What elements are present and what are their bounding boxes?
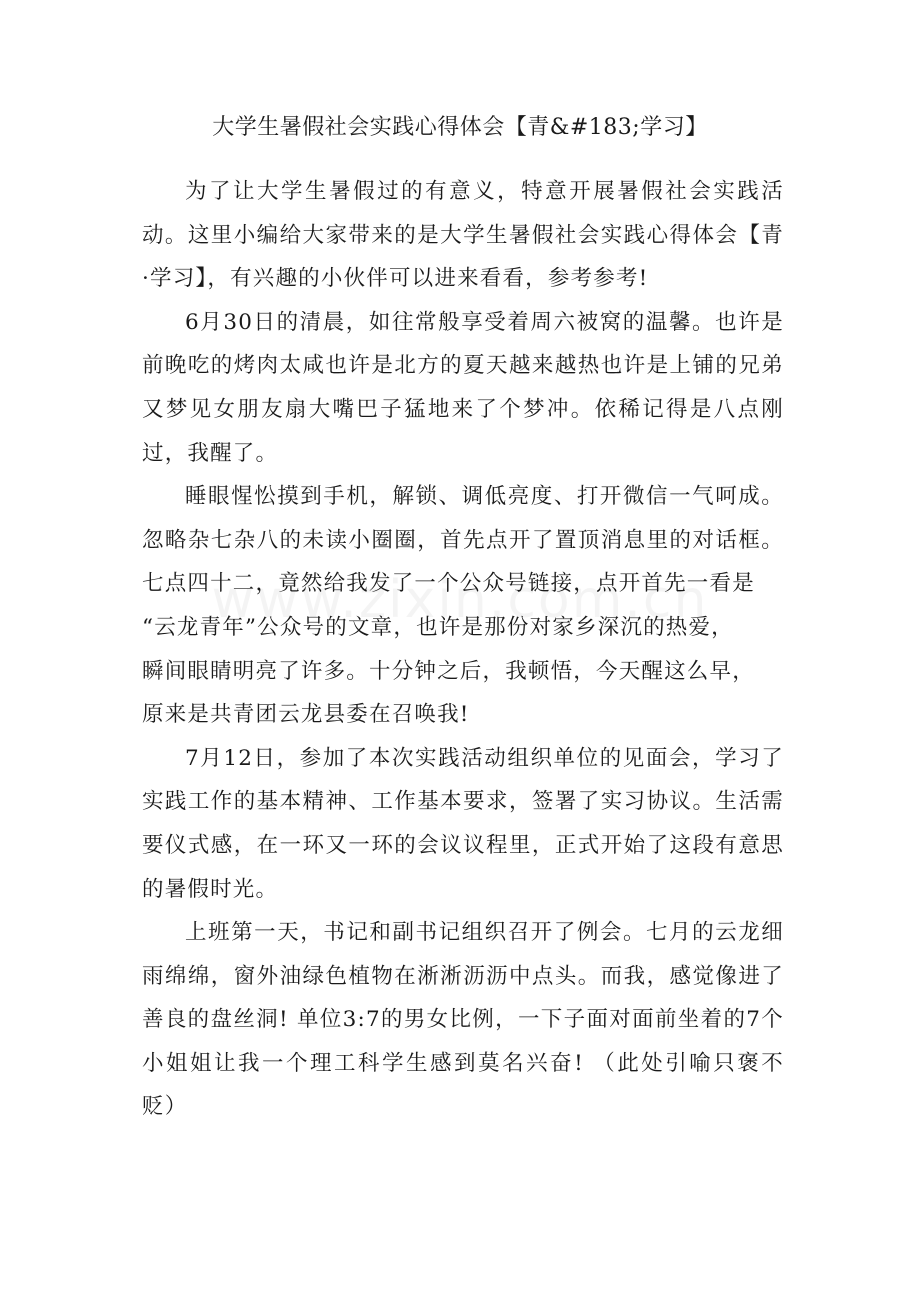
paragraph-intro: 为了让大学生暑假过的有意义，特意开展暑假社会实践活动。这里小编给大家带来的是大学生暑假社会实践心得体会【青·学习】，有兴趣的小伙伴可以进来看看，参考参考! [142, 179, 784, 292]
paragraph-wake-up: 睡眼惺忪摸到手机，解锁、调低亮度、打开微信一气呵成。忽略杂七杂八的未读小圈圈，首先点开了置顶消息里的对话框。七点四十二，竟然给我发了一个公众号链接，点开首先一看是 “云龙青年”公众号的文章，也许是那份对家乡深沉的热爱， 瞬间眼睛明亮了许多。十分钟之后，我顿悟，今天醒这么早， 原来是共青团云龙县委在召唤我! [142, 484, 784, 728]
paragraph-july-12: 7月12日，参加了本次实践活动组织单位的见面会，学习了实践工作的基本精神、工作基本要求，签署了实习协议。生活需要仪式感，在一环又一环的会议议程里，正式开始了这段有意思的暑假时光。 [142, 745, 784, 902]
paragraph-first-day: 上班第一天，书记和副书记组织召开了例会。七月的云龙细雨绵绵，窗外油绿色植物在淅淅沥沥中点头。而我，感觉像进了善良的盘丝洞! 单位3:7的男女比例，一下子面对面前坐着的7个小姐姐让我一个理工科学生感到莫名兴奋! （此处引喻只褒不贬） [142, 920, 784, 1120]
document-title: 大学生暑假社会实践心得体会【青&#183;学习】 [212, 115, 708, 140]
document-body [142, 170, 784, 1129]
paragraph-june-30: 6月30日的清晨，如往常般享受着周六被窝的温馨。也许是前晚吃的烤肉太咸也许是北方的夏天越来越热也许是上铺的兄弟又梦见女朋友扇大嘴巴子猛地来了个梦冲。依稀记得是八点刚过，我醒了。 [142, 309, 784, 466]
